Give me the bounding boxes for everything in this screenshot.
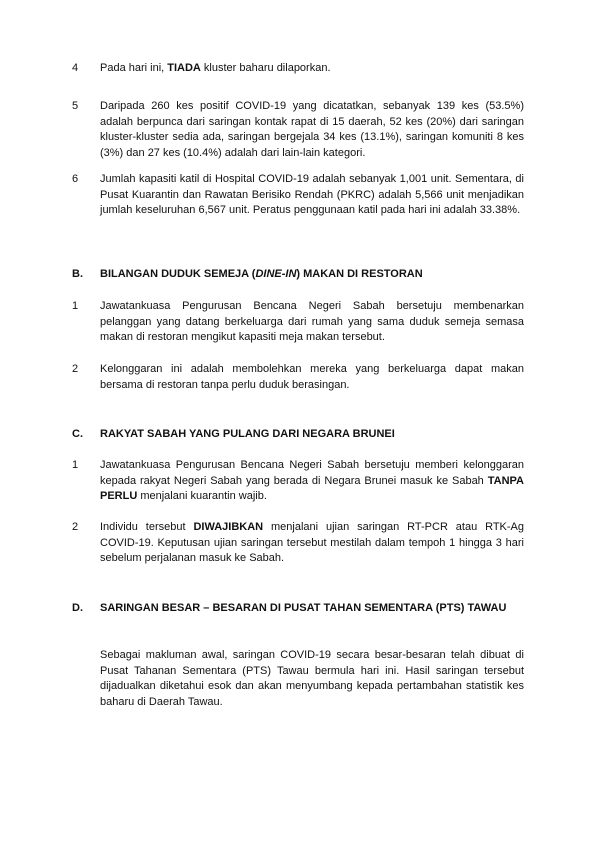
section-title: RAKYAT SABAH YANG PULANG DARI NEGARA BRUNEI <box>100 428 395 440</box>
section-label: B. <box>72 268 83 280</box>
item-number: 5 <box>72 100 79 112</box>
item-text: Jawatankuasa Pengurusan Bencana Negeri Sabah bersetuju membenarkan pelanggan yang datang berkeluarga dari rumah yang sama duduk semeja semasa makan di restoran mengikut kapasiti meja makan tersebut. <box>100 300 524 343</box>
item-text: Jumlah kapasiti katil di Hospital COVID-19 adalah sebanyak 1,001 unit. Sementara, di Pusat Kuarantin dan Rawatan Berisiko Rendah (PKRC) adalah 5,566 unit menjadikan jumlah keseluruhan 6,567 unit. Peratus penggunaan katil pada hari ini adalah 33.38%. <box>100 173 524 216</box>
item-text: Jawatankuasa Pengurusan Bencana Negeri Sabah bersetuju memberi kelonggaran kepada rakyat Negeri Sabah yang berada di Negara Brunei masuk ke Sabah TANPA PERLU menjalani kuarantin wajib. <box>100 459 524 502</box>
item-number: 1 <box>72 300 79 312</box>
emphasis-text: TANPA PERLU <box>100 474 524 502</box>
item-number: 6 <box>72 173 79 185</box>
item-number: 2 <box>72 363 79 375</box>
item-text: Pada hari ini, TIADA kluster baharu dilaporkan. <box>100 62 331 74</box>
item-number: 2 <box>72 521 79 533</box>
item-number: 1 <box>72 459 79 471</box>
section-d-paragraph: Sebagai makluman awal, saringan COVID-19 secara besar-besaran telah dibuat di Pusat Tahanan Sementara (PTS) Tawau bermula hari ini. Hasil saringan tersebut dijadualkan diketahui esok dan akan menyumbang kepada pertambahan statistik kes baharu di Daerah Tawau. <box>100 649 524 708</box>
item-number: 4 <box>72 62 79 74</box>
section-title: SARINGAN BESAR – BESARAN DI PUSAT TAHAN SEMENTARA (PTS) TAWAU <box>100 602 507 614</box>
section-label: C. <box>72 428 83 440</box>
section-title: BILANGAN DUDUK SEMEJA (DINE-IN) MAKAN DI RESTORAN <box>100 268 423 280</box>
emphasis-text: TIADA <box>167 62 201 74</box>
item-text: Individu tersebut DIWAJIBKAN menjalani ujian saringan RT-PCR atau RTK-Ag COVID-19. Keputusan ujian saringan tersebut mestilah dalam tempoh 1 hingga 3 hari sebelum perjalanan masuk ke Sabah. <box>100 521 524 564</box>
section-label: D. <box>72 602 83 614</box>
item-text: Kelonggaran ini adalah membolehkan mereka yang berkeluarga dapat makan bersama di restoran tanpa perlu duduk berasingan. <box>100 363 524 391</box>
item-text: Daripada 260 kes positif COVID-19 yang dicatatkan, sebanyak 139 kes (53.5%) adalah berpunca dari saringan kontak rapat di 15 daerah, 52 kes (20%) dari saringan kluster-kluster sedia ada, saringan bergejala 34 kes (13.1%), saringan komuniti 8 kes (3%) dan 27 kes (10.4%) adalah dari lain-lain kategori. <box>100 100 524 159</box>
emphasis-text: DIWAJIBKAN <box>193 521 264 533</box>
